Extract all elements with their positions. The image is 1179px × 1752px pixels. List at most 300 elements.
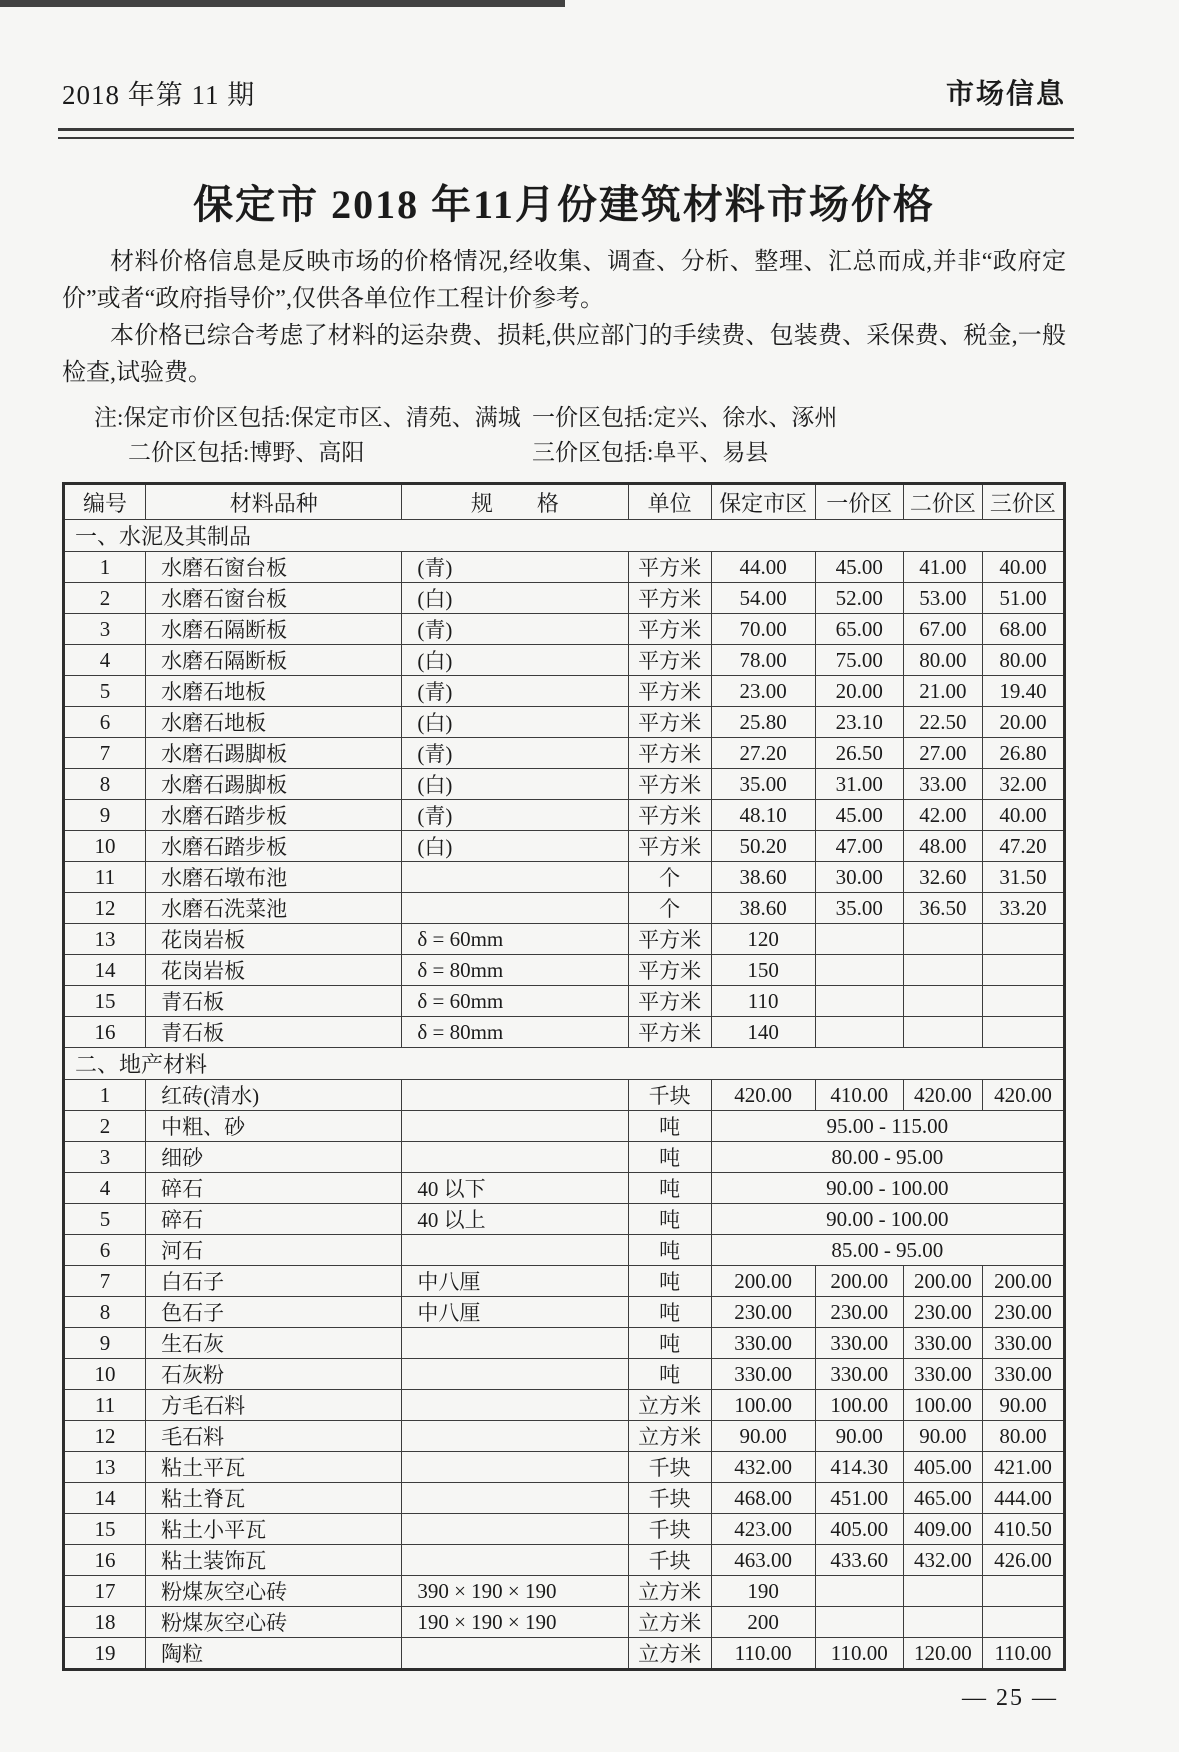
cell-unit: 立方米 <box>628 1607 711 1638</box>
cell-price: 420.00 <box>903 1080 982 1111</box>
cell-price-range: 90.00 - 100.00 <box>711 1173 1064 1204</box>
cell-price: 68.00 <box>982 614 1064 645</box>
cell-no: 17 <box>64 1576 146 1607</box>
cell-no: 9 <box>64 1328 146 1359</box>
cell-spec: 40 以上 <box>402 1204 628 1235</box>
cell-name: 粘土平瓦 <box>146 1452 402 1483</box>
cell-spec: (青) <box>402 738 628 769</box>
cell-price: 120.00 <box>903 1638 982 1670</box>
cell-no: 9 <box>64 800 146 831</box>
cell-price: 80.00 <box>982 645 1064 676</box>
cell-name: 碎石 <box>146 1173 402 1204</box>
cell-name: 白石子 <box>146 1266 402 1297</box>
page <box>62 0 1066 1712</box>
cell-price: 20.00 <box>982 707 1064 738</box>
cell-price: 40.00 <box>982 552 1064 583</box>
cell-spec: (青) <box>402 614 628 645</box>
cell-price: 70.00 <box>711 614 815 645</box>
cell-name: 红砖(清水) <box>146 1080 402 1111</box>
cell-price: 38.60 <box>711 893 815 924</box>
cell-spec: (青) <box>402 552 628 583</box>
cell-price: 47.20 <box>982 831 1064 862</box>
cell-no: 15 <box>64 986 146 1017</box>
cell-price: 330.00 <box>711 1328 815 1359</box>
cell-price: 80.00 <box>982 1421 1064 1452</box>
table-row <box>64 738 1065 769</box>
cell-price: 35.00 <box>815 893 903 924</box>
cell-no: 12 <box>64 1421 146 1452</box>
cell-spec <box>402 862 628 893</box>
cell-price-range: 80.00 - 95.00 <box>711 1142 1064 1173</box>
cell-name: 粉煤灰空心砖 <box>146 1607 402 1638</box>
cell-price: 150 <box>711 955 815 986</box>
column-header: 单位 <box>628 484 711 520</box>
cell-no: 3 <box>64 614 146 645</box>
cell-name: 水磨石隔断板 <box>146 614 402 645</box>
cell-price <box>903 924 982 955</box>
cell-name: 花岗岩板 <box>146 924 402 955</box>
cell-spec: δ = 80mm <box>402 1017 628 1048</box>
cell-price: 414.30 <box>815 1452 903 1483</box>
note-zone-1: 一价区包括:定兴、徐水、涿州 <box>532 405 838 430</box>
cell-spec <box>402 1545 628 1576</box>
column-header: 材料品种 <box>146 484 402 520</box>
cell-spec: (白) <box>402 583 628 614</box>
cell-name: 碎石 <box>146 1204 402 1235</box>
column-header: 保定市区 <box>711 484 815 520</box>
cell-price <box>903 1607 982 1638</box>
cell-price: 22.50 <box>903 707 982 738</box>
cell-name: 粘土装饰瓦 <box>146 1545 402 1576</box>
cell-no: 13 <box>64 924 146 955</box>
table-row <box>64 769 1065 800</box>
cell-unit: 千块 <box>628 1545 711 1576</box>
table-row <box>64 552 1065 583</box>
cell-name: 细砂 <box>146 1142 402 1173</box>
cell-no: 1 <box>64 552 146 583</box>
cell-price: 25.80 <box>711 707 815 738</box>
cell-price <box>815 986 903 1017</box>
cell-spec <box>402 1142 628 1173</box>
intro-paragraph-1: 材料价格信息是反映市场的价格情况,经收集、调查、分析、整理、汇总而成,并非“政府定价”或者“政府指导价”,仅供各单位作工程计价参考。 <box>62 249 1066 312</box>
cell-no: 10 <box>64 831 146 862</box>
masthead-rule <box>58 128 1074 139</box>
cell-name: 河石 <box>146 1235 402 1266</box>
cell-price: 31.00 <box>815 769 903 800</box>
cell-price: 432.00 <box>711 1452 815 1483</box>
cell-price: 405.00 <box>815 1514 903 1545</box>
cell-price: 110 <box>711 986 815 1017</box>
cell-price: 330.00 <box>982 1328 1064 1359</box>
cell-name: 水磨石踏步板 <box>146 831 402 862</box>
cell-price <box>982 1017 1064 1048</box>
cell-price-range: 85.00 - 95.00 <box>711 1235 1064 1266</box>
cell-unit: 平方米 <box>628 645 711 676</box>
cell-unit: 吨 <box>628 1111 711 1142</box>
cell-price: 38.60 <box>711 862 815 893</box>
cell-no: 8 <box>64 1297 146 1328</box>
table-row <box>64 1111 1065 1142</box>
note-line-2 <box>62 435 1066 470</box>
cell-price: 21.00 <box>903 676 982 707</box>
cell-name: 粘土小平瓦 <box>146 1514 402 1545</box>
cell-no: 18 <box>64 1607 146 1638</box>
cell-price: 90.00 <box>711 1421 815 1452</box>
table-row <box>64 1235 1065 1266</box>
table-row <box>64 1297 1065 1328</box>
table-row <box>64 862 1065 893</box>
cell-price <box>815 955 903 986</box>
column-label: 市场信息 <box>945 79 1066 110</box>
cell-no: 1 <box>64 1080 146 1111</box>
cell-price: 53.00 <box>903 583 982 614</box>
price-zone-notes <box>62 400 1066 470</box>
cell-price <box>815 1576 903 1607</box>
price-table <box>62 482 1066 1671</box>
cell-price: 200.00 <box>903 1266 982 1297</box>
table-row <box>64 1607 1065 1638</box>
table-row <box>64 707 1065 738</box>
cell-unit: 千块 <box>628 1483 711 1514</box>
cell-spec: (青) <box>402 676 628 707</box>
cell-no: 14 <box>64 1483 146 1514</box>
cell-name: 水磨石踢脚板 <box>146 769 402 800</box>
cell-price: 23.10 <box>815 707 903 738</box>
cell-spec: 40 以下 <box>402 1173 628 1204</box>
cell-no: 6 <box>64 1235 146 1266</box>
table-row <box>64 955 1065 986</box>
cell-unit: 吨 <box>628 1328 711 1359</box>
cell-spec: (白) <box>402 769 628 800</box>
cell-unit: 吨 <box>628 1173 711 1204</box>
intro-paragraph-2: 本价格已综合考虑了材料的运杂费、损耗,供应部门的手续费、包装费、采保费、税金,一般检查,试验费。 <box>62 323 1066 386</box>
cell-price <box>982 955 1064 986</box>
cell-unit: 平方米 <box>628 800 711 831</box>
cell-price: 110.00 <box>815 1638 903 1670</box>
cell-unit: 平方米 <box>628 769 711 800</box>
table-row <box>64 1483 1065 1514</box>
cell-spec: δ = 60mm <box>402 924 628 955</box>
cell-spec <box>402 1514 628 1545</box>
cell-price: 30.00 <box>815 862 903 893</box>
cell-price: 200.00 <box>815 1266 903 1297</box>
cell-price: 51.00 <box>982 583 1064 614</box>
cell-price: 52.00 <box>815 583 903 614</box>
cell-price <box>815 1607 903 1638</box>
section-title: 二、地产材料 <box>64 1048 1065 1080</box>
cell-spec <box>402 1080 628 1111</box>
cell-price: 230.00 <box>982 1297 1064 1328</box>
cell-price: 40.00 <box>982 800 1064 831</box>
cell-spec <box>402 1359 628 1390</box>
cell-price: 463.00 <box>711 1545 815 1576</box>
cell-price: 330.00 <box>815 1328 903 1359</box>
section-row <box>64 1048 1065 1080</box>
cell-unit: 立方米 <box>628 1576 711 1607</box>
cell-price: 33.20 <box>982 893 1064 924</box>
cell-price: 75.00 <box>815 645 903 676</box>
cell-unit: 吨 <box>628 1266 711 1297</box>
cell-price: 48.00 <box>903 831 982 862</box>
cell-price: 330.00 <box>903 1359 982 1390</box>
cell-price: 50.20 <box>711 831 815 862</box>
table-row <box>64 831 1065 862</box>
cell-price: 190 <box>711 1576 815 1607</box>
page-number: — 25 — <box>962 1685 1058 1711</box>
cell-no: 6 <box>64 707 146 738</box>
cell-name: 色石子 <box>146 1297 402 1328</box>
cell-price: 90.00 <box>903 1421 982 1452</box>
cell-no: 12 <box>64 893 146 924</box>
cell-price: 100.00 <box>711 1390 815 1421</box>
cell-name: 青石板 <box>146 1017 402 1048</box>
cell-price: 433.60 <box>815 1545 903 1576</box>
cell-unit: 千块 <box>628 1452 711 1483</box>
cell-price: 35.00 <box>711 769 815 800</box>
cell-price: 47.00 <box>815 831 903 862</box>
cell-price: 230.00 <box>711 1297 815 1328</box>
table-row <box>64 924 1065 955</box>
cell-price <box>982 1607 1064 1638</box>
table-row <box>64 800 1065 831</box>
table-row <box>64 986 1065 1017</box>
cell-price: 140 <box>711 1017 815 1048</box>
cell-price: 444.00 <box>982 1483 1064 1514</box>
column-header: 三价区 <box>982 484 1064 520</box>
cell-unit: 平方米 <box>628 986 711 1017</box>
cell-price <box>982 986 1064 1017</box>
cell-price: 110.00 <box>982 1638 1064 1670</box>
cell-name: 花岗岩板 <box>146 955 402 986</box>
cell-price: 230.00 <box>903 1297 982 1328</box>
cell-spec: (青) <box>402 800 628 831</box>
cell-price: 230.00 <box>815 1297 903 1328</box>
cell-unit: 个 <box>628 862 711 893</box>
cell-price <box>982 924 1064 955</box>
cell-price <box>815 924 903 955</box>
cell-price: 100.00 <box>903 1390 982 1421</box>
table-row <box>64 1638 1065 1670</box>
column-header: 二价区 <box>903 484 982 520</box>
cell-price: 36.50 <box>903 893 982 924</box>
cell-price: 78.00 <box>711 645 815 676</box>
table-row <box>64 614 1065 645</box>
table-row <box>64 645 1065 676</box>
cell-no: 16 <box>64 1545 146 1576</box>
cell-price <box>903 986 982 1017</box>
cell-spec: (白) <box>402 645 628 676</box>
cell-no: 4 <box>64 645 146 676</box>
cell-name: 水磨石洗菜池 <box>146 893 402 924</box>
cell-unit: 立方米 <box>628 1421 711 1452</box>
cell-spec <box>402 1390 628 1421</box>
table-row <box>64 676 1065 707</box>
cell-spec <box>402 1235 628 1266</box>
cell-price <box>903 955 982 986</box>
cell-price: 32.00 <box>982 769 1064 800</box>
cell-price: 45.00 <box>815 552 903 583</box>
cell-price: 44.00 <box>711 552 815 583</box>
cell-no: 11 <box>64 862 146 893</box>
cell-unit: 平方米 <box>628 707 711 738</box>
cell-unit: 平方米 <box>628 924 711 955</box>
cell-price: 405.00 <box>903 1452 982 1483</box>
cell-name: 毛石料 <box>146 1421 402 1452</box>
cell-price: 26.80 <box>982 738 1064 769</box>
cell-price: 110.00 <box>711 1638 815 1670</box>
cell-price: 330.00 <box>903 1328 982 1359</box>
cell-name: 水磨石踏步板 <box>146 800 402 831</box>
table-row <box>64 1390 1065 1421</box>
table-row <box>64 1576 1065 1607</box>
cell-spec <box>402 1421 628 1452</box>
cell-unit: 个 <box>628 893 711 924</box>
table-row <box>64 1514 1065 1545</box>
cell-price: 90.00 <box>982 1390 1064 1421</box>
cell-price: 41.00 <box>903 552 982 583</box>
cell-unit: 平方米 <box>628 831 711 862</box>
cell-unit: 吨 <box>628 1204 711 1235</box>
cell-price: 200 <box>711 1607 815 1638</box>
cell-spec <box>402 1111 628 1142</box>
cell-no: 8 <box>64 769 146 800</box>
cell-spec: 中八厘 <box>402 1297 628 1328</box>
cell-price: 19.40 <box>982 676 1064 707</box>
cell-price: 410.00 <box>815 1080 903 1111</box>
cell-no: 13 <box>64 1452 146 1483</box>
cell-price: 33.00 <box>903 769 982 800</box>
cell-no: 4 <box>64 1173 146 1204</box>
table-row <box>64 1173 1065 1204</box>
cell-spec: 中八厘 <box>402 1266 628 1297</box>
cell-price: 330.00 <box>711 1359 815 1390</box>
cell-name: 水磨石地板 <box>146 707 402 738</box>
masthead <box>62 0 1066 112</box>
note-line-1 <box>62 400 1066 435</box>
cell-price: 410.50 <box>982 1514 1064 1545</box>
cell-spec: δ = 60mm <box>402 986 628 1017</box>
cell-price: 20.00 <box>815 676 903 707</box>
table-row <box>64 1080 1065 1111</box>
table-row <box>64 1328 1065 1359</box>
cell-unit: 立方米 <box>628 1638 711 1670</box>
cell-price: 200.00 <box>711 1266 815 1297</box>
cell-price: 100.00 <box>815 1390 903 1421</box>
cell-unit: 平方米 <box>628 614 711 645</box>
column-header: 规 格 <box>402 484 628 520</box>
cell-price: 421.00 <box>982 1452 1064 1483</box>
note-zone-3: 三价区包括:阜平、易县 <box>532 440 769 465</box>
cell-name: 粉煤灰空心砖 <box>146 1576 402 1607</box>
table-row <box>64 1266 1065 1297</box>
table-row <box>64 1204 1065 1235</box>
cell-name: 水磨石窗台板 <box>146 552 402 583</box>
cell-no: 14 <box>64 955 146 986</box>
cell-unit: 平方米 <box>628 1017 711 1048</box>
cell-price <box>903 1017 982 1048</box>
cell-price: 420.00 <box>711 1080 815 1111</box>
page-title: 保定市 2018 年11月份建筑材料市场价格 <box>193 182 935 227</box>
cell-unit: 吨 <box>628 1297 711 1328</box>
cell-spec <box>402 1483 628 1514</box>
cell-unit: 千块 <box>628 1514 711 1545</box>
header-row <box>64 484 1065 520</box>
table-row <box>64 893 1065 924</box>
table-row <box>64 1142 1065 1173</box>
cell-spec <box>402 1328 628 1359</box>
cell-no: 3 <box>64 1142 146 1173</box>
cell-price: 32.60 <box>903 862 982 893</box>
table-row <box>64 1452 1065 1483</box>
cell-price: 31.50 <box>982 862 1064 893</box>
cell-name: 粘土脊瓦 <box>146 1483 402 1514</box>
cell-name: 水磨石地板 <box>146 676 402 707</box>
cell-name: 水磨石墩布池 <box>146 862 402 893</box>
cell-price <box>903 1576 982 1607</box>
cell-price <box>982 1576 1064 1607</box>
cell-name: 方毛石料 <box>146 1390 402 1421</box>
cell-no: 5 <box>64 676 146 707</box>
cell-spec: 190 × 190 × 190 <box>402 1607 628 1638</box>
cell-name: 水磨石窗台板 <box>146 583 402 614</box>
cell-no: 15 <box>64 1514 146 1545</box>
cell-unit: 吨 <box>628 1235 711 1266</box>
note-zone-2: 二价区包括:博野、高阳 <box>128 440 365 465</box>
note-baoding-zone: 注:保定市价区包括:保定市区、清苑、满城 <box>94 405 521 430</box>
cell-price: 200.00 <box>982 1266 1064 1297</box>
issue-label: 2018 年第 11 期 <box>62 80 256 110</box>
column-header: 一价区 <box>815 484 903 520</box>
cell-no: 5 <box>64 1204 146 1235</box>
cell-no: 7 <box>64 1266 146 1297</box>
cell-no: 16 <box>64 1017 146 1048</box>
section-title: 一、水泥及其制品 <box>64 520 1065 552</box>
cell-price: 48.10 <box>711 800 815 831</box>
cell-price: 67.00 <box>903 614 982 645</box>
cell-unit: 平方米 <box>628 676 711 707</box>
cell-price-range: 90.00 - 100.00 <box>711 1204 1064 1235</box>
table-row <box>64 1017 1065 1048</box>
cell-price: 27.00 <box>903 738 982 769</box>
cell-price: 420.00 <box>982 1080 1064 1111</box>
cell-price: 42.00 <box>903 800 982 831</box>
cell-no: 19 <box>64 1638 146 1670</box>
cell-price: 120 <box>711 924 815 955</box>
table-row <box>64 1545 1065 1576</box>
cell-price: 26.50 <box>815 738 903 769</box>
cell-unit: 吨 <box>628 1359 711 1390</box>
cell-price: 409.00 <box>903 1514 982 1545</box>
table-row <box>64 1359 1065 1390</box>
cell-unit: 立方米 <box>628 1390 711 1421</box>
section-row <box>64 520 1065 552</box>
table-header <box>64 484 1065 520</box>
cell-name: 生石灰 <box>146 1328 402 1359</box>
table-row <box>64 1421 1065 1452</box>
cell-name: 青石板 <box>146 986 402 1017</box>
cell-price: 330.00 <box>982 1359 1064 1390</box>
cell-price: 432.00 <box>903 1545 982 1576</box>
cell-spec <box>402 893 628 924</box>
cell-unit: 平方米 <box>628 552 711 583</box>
cell-unit: 平方米 <box>628 955 711 986</box>
cell-no: 11 <box>64 1390 146 1421</box>
cell-spec: δ = 80mm <box>402 955 628 986</box>
cell-no: 2 <box>64 1111 146 1142</box>
cell-price: 426.00 <box>982 1545 1064 1576</box>
cell-price: 80.00 <box>903 645 982 676</box>
cell-name: 石灰粉 <box>146 1359 402 1390</box>
